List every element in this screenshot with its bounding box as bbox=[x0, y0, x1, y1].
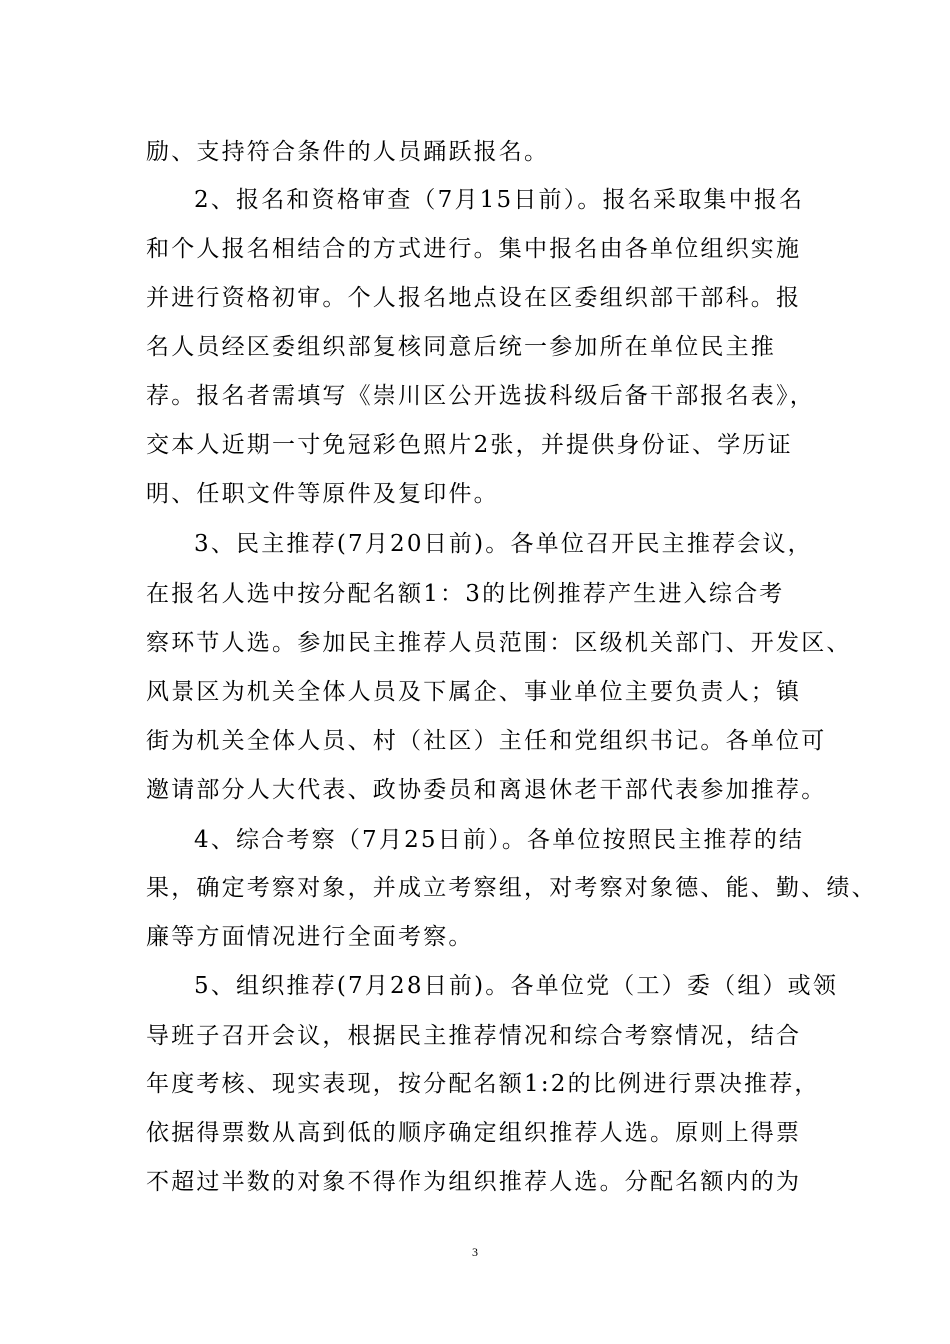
text-line: 3、民主推荐(7月20日前)。各单位召开民主推荐会议， bbox=[194, 531, 813, 557]
text-line: 4、综合考察（7月25日前）。各单位按照民主推荐的结 bbox=[194, 827, 805, 853]
text-line: 依据得票数从高到低的顺序确定组织推荐人选。原则上得票 bbox=[146, 1120, 802, 1146]
text-line: 廉等方面情况进行全面考察。 bbox=[146, 924, 474, 950]
text-line: 导班子召开会议，根据民主推荐情况和综合考察情况，结合 bbox=[146, 1023, 802, 1049]
text-line: 果，确定考察对象，并成立考察组，对考察对象德、能、勤、绩、 bbox=[146, 875, 877, 901]
text-line: 交本人近期一寸免冠彩色照片2张，并提供身份证、学历证 bbox=[146, 432, 793, 458]
text-line: 名人员经区委组织部复核同意后统一参加所在单位民主推 bbox=[146, 334, 776, 360]
text-line: 不超过半数的对象不得作为组织推荐人选。分配名额内的为 bbox=[146, 1169, 802, 1195]
text-line: 和个人报名相结合的方式进行。集中报名由各单位组织实施 bbox=[146, 236, 802, 262]
text-line: 察环节人选。参加民主推荐人员范围：区级机关部门、开发区、 bbox=[146, 630, 852, 656]
text-line: 5、组织推荐(7月28日前)。各单位党（工）委（组）或领 bbox=[194, 973, 839, 999]
text-line: 邀请部分人大代表、政协委员和离退休老干部代表参加推荐。 bbox=[146, 777, 827, 803]
text-line: 2、报名和资格审查（7月15日前）。报名采取集中报名 bbox=[194, 187, 805, 213]
text-line: 励、支持符合条件的人员踊跃报名。 bbox=[146, 139, 550, 165]
text-line: 明、任职文件等原件及复印件。 bbox=[146, 481, 499, 507]
text-line: 在报名人选中按分配名额1：3的比例推荐产生进入综合考 bbox=[146, 581, 785, 607]
text-line: 年度考核、现实表现，按分配名额1:2的比例进行票决推荐， bbox=[146, 1071, 820, 1097]
text-line: 风景区为机关全体人员及下属企、事业单位主要负责人；镇 bbox=[146, 679, 802, 705]
text-line: 街为机关全体人员、村（社区）主任和党组织书记。各单位可 bbox=[146, 728, 827, 754]
text-line: 荐。报名者需填写《崇川区公开选拔科级后备干部报名表》， bbox=[146, 383, 815, 409]
text-line: 并进行资格初审。个人报名地点设在区委组织部干部科。报 bbox=[146, 285, 802, 311]
page-number: 3 bbox=[472, 1245, 478, 1259]
